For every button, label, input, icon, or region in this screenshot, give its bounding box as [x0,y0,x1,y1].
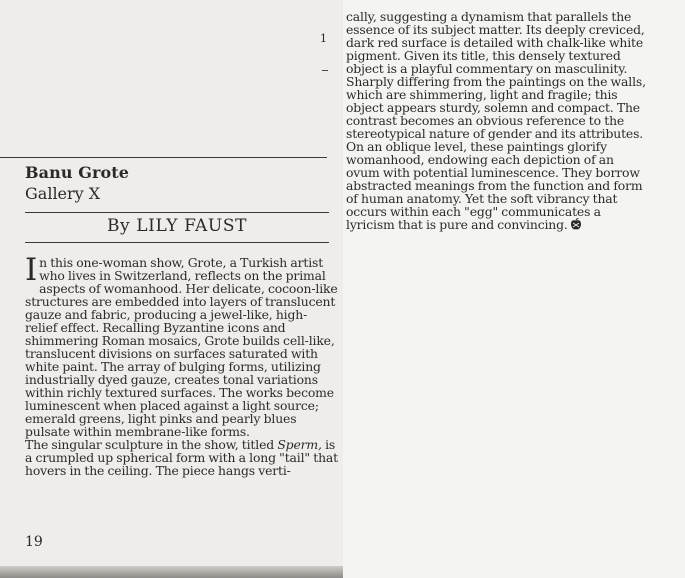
sculpture-title: Sperm, [277,437,322,452]
paragraph-2-text-before: The singular sculpture in the show, titled [25,437,278,452]
paragraph-2-text-after: is a crumpled up spherical form with a long "tail" that hovers in the ceiling. The piece hangs verti- [25,437,338,478]
review-venue: Gallery X [25,184,101,203]
paragraph-3-text: cally, suggesting a dynamism that parallels the essence of its subject matter. Its deeply creviced, dark red surface is detailed with chalk-like white pigment. Given its title, this densely textured object is a playful commentary on masculinity. Sharply differing from the paintings on the walls, which are shimmering, light and fragile; this object appears sturdy, solemn and compact. The contrast becomes an obvious reference to the stereotypical nature of gender and its attributes. On an oblique level, these paintings glorify womanhood, endowing each depiction of an ovum with potential luminescence. They borrow abstracted meanings from the function and form of human anatomy. Yet the soft vibrancy that occurs within each "egg" communicates a lyricism that is pure and convincing. [346,9,646,232]
paragraph-2 [25,438,339,477]
margin-mark: 1 [320,32,327,45]
page-number: 19 [25,534,43,550]
section-rule-top [0,157,327,158]
page-edge-shadow [0,566,343,578]
byline-rule-bottom [25,242,329,243]
byline: By LILY FAUST [106,216,248,236]
byline-rule-top [25,212,329,213]
paragraph-3 [346,10,646,233]
review-title: Banu Grote [25,163,130,182]
article-column-left [25,252,339,478]
article-column-right [346,10,646,233]
paragraph-1-text: n this one-woman show, Grote, a Turkish artist who lives in Switzerland, reflects on the primal aspects of womanhood. Her delicate, cocoon-like structures are embedded into layers of translucent gauze and fabric, producing a jewel-like, high-relief effect. Recalling Byzantine icons and shimmering Roman mosaics, Grote builds cell-like, translucent divisions on surfaces saturated with white paint. The array of bulging forms, utilizing industrially dyed gauze, creates tonal variations within richly textured surfaces. The works become luminescent when placed against a light source; emerald greens, light pinks and pearly blues pulsate within membrane-like forms. [25,255,338,439]
apple-end-mark-icon [570,218,582,233]
drop-cap: I [25,252,38,288]
paragraph-1 [25,252,339,439]
margin-tick [322,70,328,71]
